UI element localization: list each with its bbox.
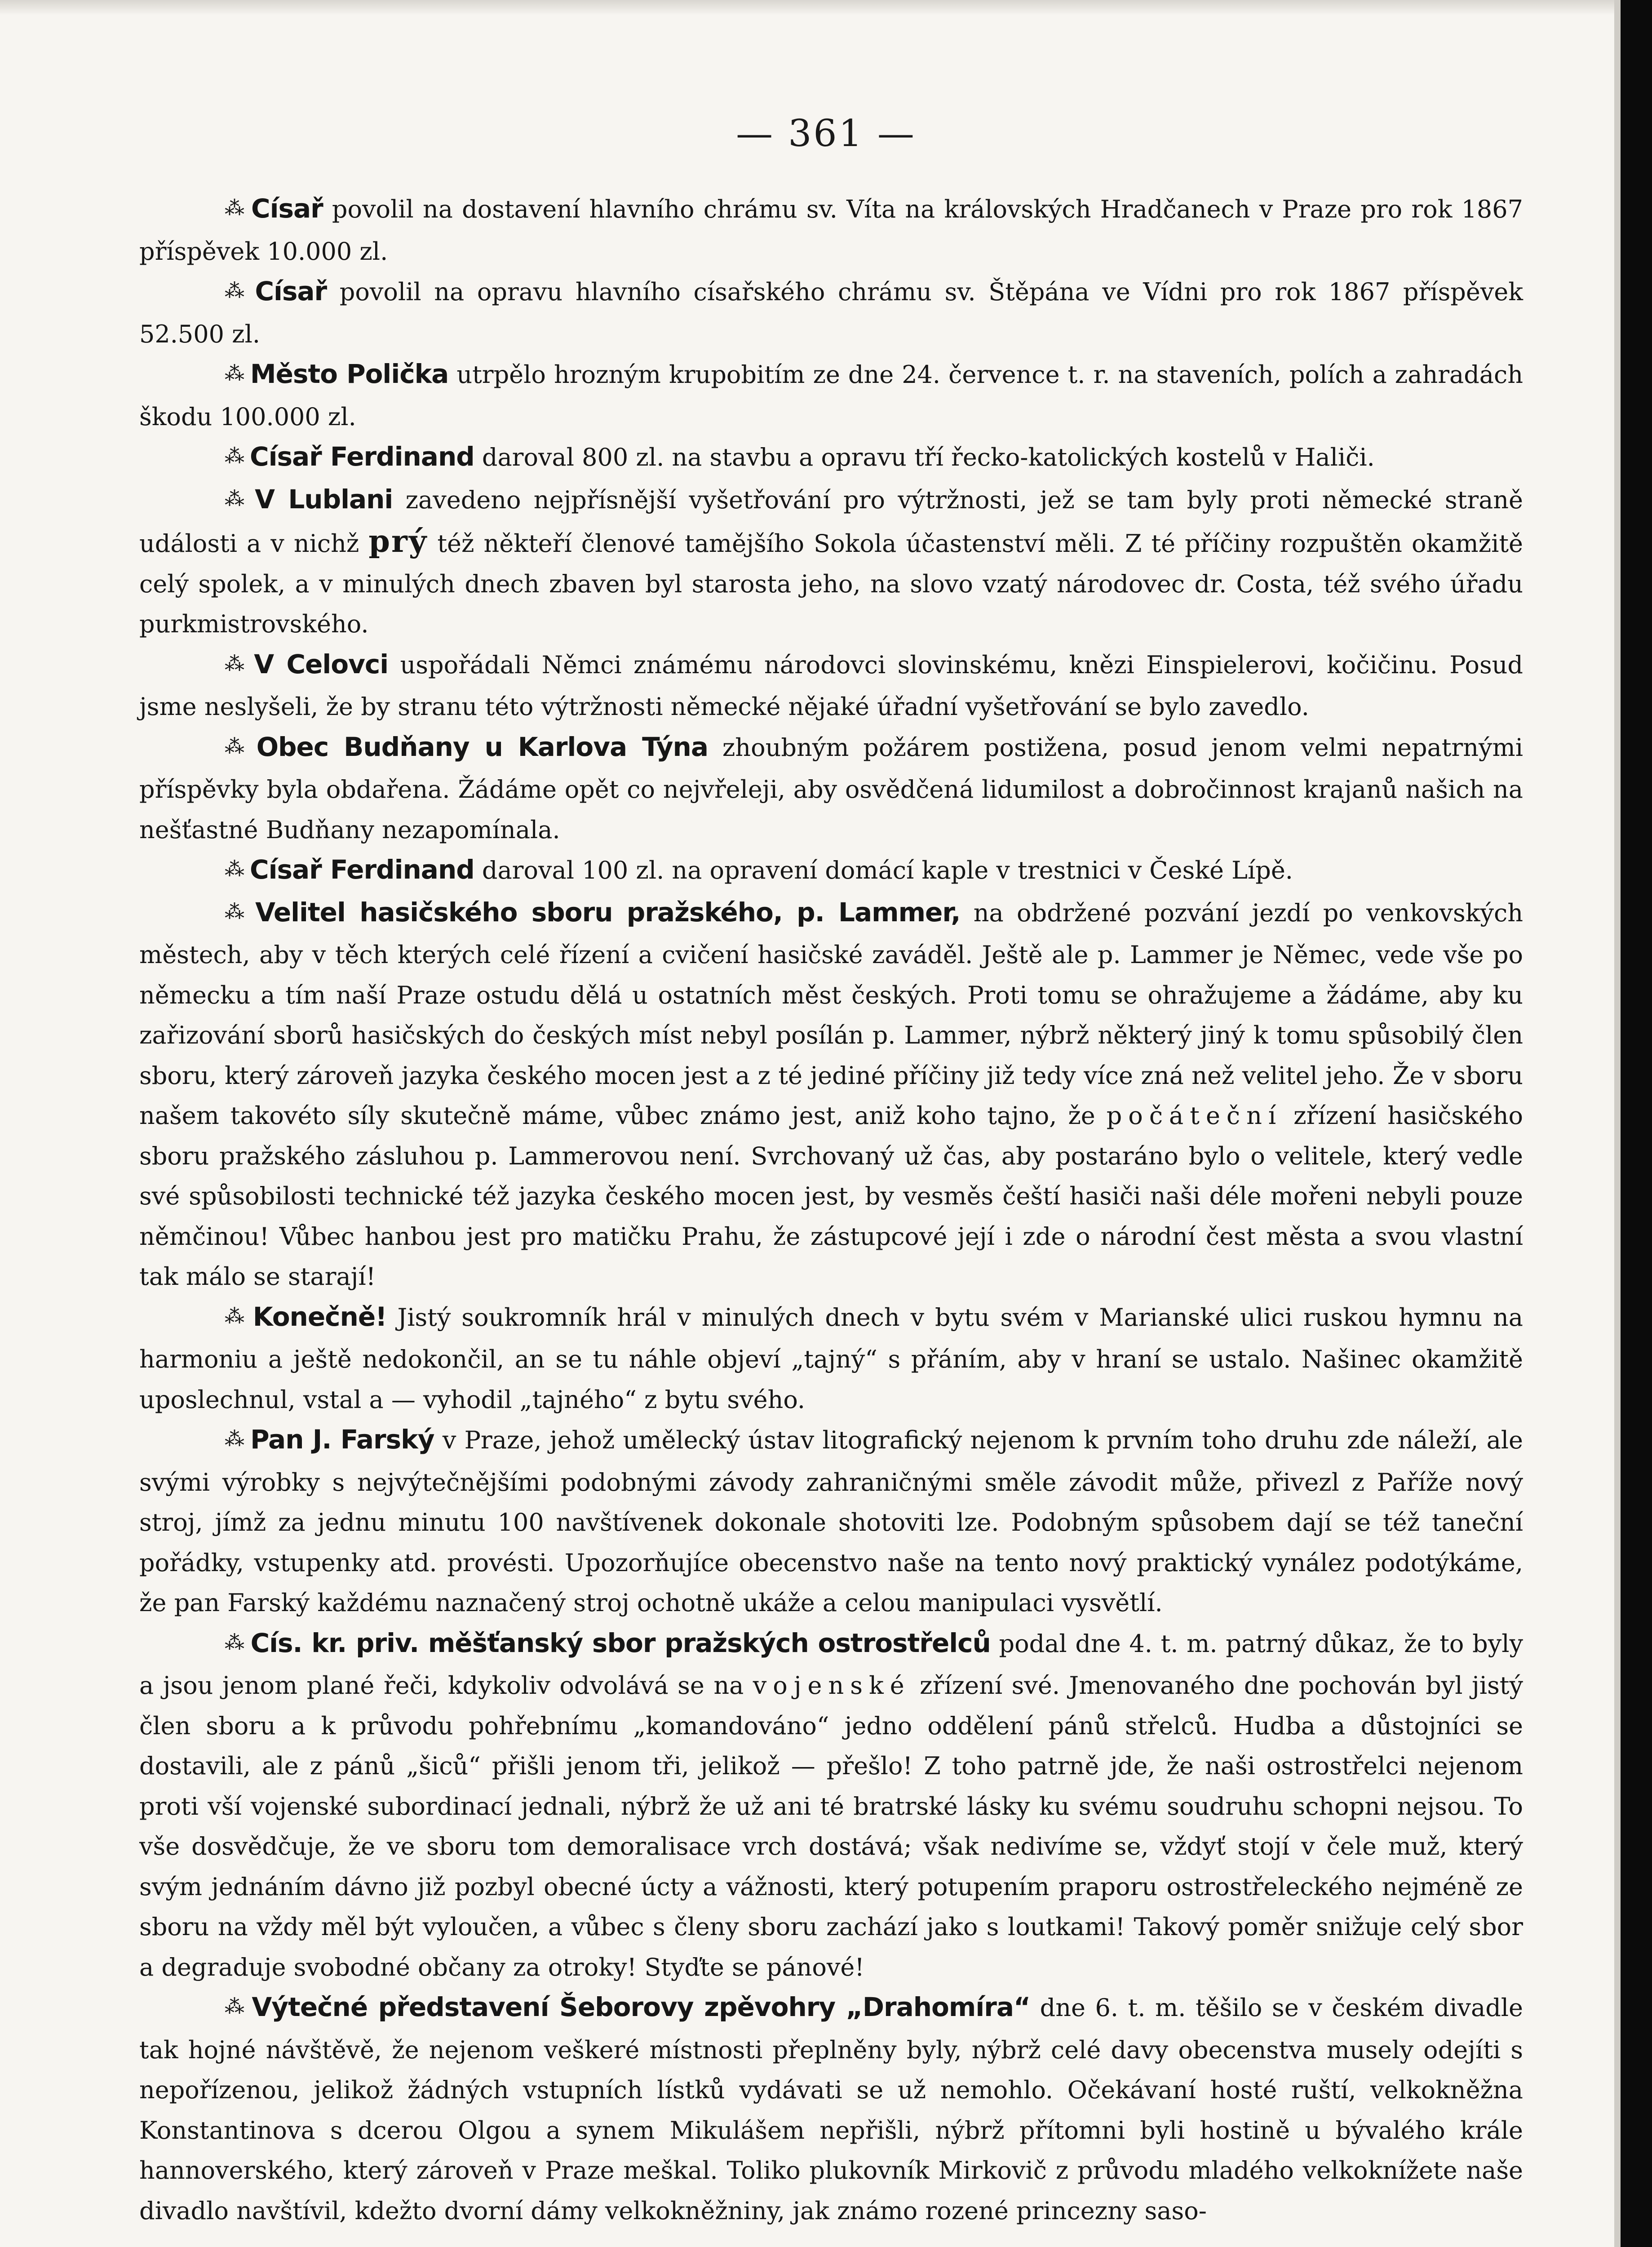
page-number: — 361 — xyxy=(736,112,916,155)
news-item xyxy=(139,480,1523,644)
item-text: utrpělo hrozným krupobitím ze dne 24. července t. r. na staveních, polích a zahradách škodu 100.000 zl. xyxy=(139,360,1524,431)
page-right-border xyxy=(1621,0,1652,2247)
spaced-word: počáteční xyxy=(1106,1101,1283,1130)
item-text: zhoubným požárem postižena, posud jenom velmi nepatrnými příspěvky byla obdařena. Žádáme opět co nejvřeleji, aby osvědčená lidumilost a dobročinnost krajanů našich na nešťastné Budňany nezapomínala. xyxy=(139,733,1523,844)
news-item xyxy=(139,1987,1523,2231)
asterism-icon: ⁂ xyxy=(225,858,245,881)
news-item xyxy=(139,893,1523,1297)
item-headline: Velitel hasičského sboru pražského, p. Lammer, xyxy=(255,897,961,928)
asterism-icon: ⁂ xyxy=(225,445,245,468)
news-item xyxy=(139,727,1523,850)
asterism-icon: ⁂ xyxy=(225,1995,248,2018)
item-text: též někteří členové tamějšího Sokola účastenství měli. Z té příčiny rozpuštěn okamžitě celý spolek, a v minulých dnech zbaven byl starosta jeho, na slovo vzatý národovec dr. Costa, též svého úřadu purkmistrovského. xyxy=(139,529,1524,638)
asterism-icon: ⁂ xyxy=(225,1305,248,1328)
item-text: zřízení své. Jmenovaného dne pochován byl jistý člen sboru a k průvodu pohřebnímu „komandováno“ jedno oddělení pánů střelců. Hudba a důstojníci se dostavili, ale z pánů „šiců“ přišli jenom tři, jelikož — přešlo! Z toho patrně jde, že naši ostrostřelci nejenom proti vší vojenské subordinací jednali, nýbrž že už ani té bratrské lásky ku svému soudruhu schopni nejsou. To vše dosvědčuje, že ve sboru tom demoralisace vrch dostává; však nedivíme se, vždyť stojí v čele muž, který svým jednáním dávno již pozbyl obecné úcty a vážnosti, který potupením praporu ostrostřeleckého nejméně ze sboru na vždy měl být vyloučen, a vůbec s členy sboru zachází jako s loutkami! Takový poměr snižuje celý sbor a degraduje svobodné občany za otroky! Styďte se pánové! xyxy=(139,1671,1523,1981)
item-text: Jistý soukromník hrál v minulých dnech v bytu svém v Marianské ulici ruskou hymnu na harmoniu a ještě nedokončil, an se tu náhle objeví „tajný“ s přáním, aby v hraní se ustalo. Našinec okamžitě uposlechnul, vstal a — vyhodil „tajného“ z bytu svého. xyxy=(139,1303,1524,1414)
news-item xyxy=(139,644,1523,727)
asterism-icon: ⁂ xyxy=(225,280,251,302)
item-text: povolil na dostavení hlavního chrámu sv. Víta na královských Hradčanech v Praze pro rok 1867 příspěvek 10.000 zl. xyxy=(139,195,1524,266)
news-item xyxy=(139,437,1523,480)
item-headline: Cís. kr. priv. měšťanský sbor pražských ostrostřelců xyxy=(250,1627,991,1658)
asterism-icon: ⁂ xyxy=(225,652,250,675)
item-headline: Císař xyxy=(255,276,327,306)
item-headline: Město Polička xyxy=(250,359,449,389)
item-text: zřízení hasičského sboru pražského zásluhou p. Lammerovou není. Svrchovaný už čas, aby postaráno bylo o velitele, který vedle své spůsobilosti technické též jazyka českého mocen jest, by vesměs čeští hasiči naši déle mořeni nebyli pouze němčinou! Vůbec hanbou jest pro matičku Prahu, že zástupcové její i zde o národní čest města a svou vlastní tak málo se starají! xyxy=(139,1101,1523,1291)
news-item xyxy=(139,354,1523,437)
item-text: daroval 100 zl. na opravení domácí kaple v trestnici v České Lípě. xyxy=(474,856,1293,884)
news-item xyxy=(139,1297,1523,1420)
page-top-edge xyxy=(0,0,1652,15)
asterism-icon: ⁂ xyxy=(225,1428,246,1451)
asterism-icon: ⁂ xyxy=(225,487,251,511)
asterism-icon: ⁂ xyxy=(225,197,247,220)
emphasized-word: prý xyxy=(368,524,428,560)
asterism-icon: ⁂ xyxy=(225,362,246,385)
item-headline: Výtečné představení Šeborovy zpěvohry „Drahomíra“ xyxy=(252,1992,1031,2022)
item-text: uspořádali Němci známému národovci slovinskému, knězi Einspielerovi, kočičinu. Posud jsme neslyšeli, že by stranu této výtržnosti německé nějaké úřadní vyšetřování se bylo zavedlo. xyxy=(139,650,1524,721)
news-item xyxy=(139,850,1523,893)
item-text: podal dne 4. t. m. patrný důkaz, že to byly a jsou jenom plané řeči, kdykoliv odvolává se na xyxy=(139,1629,1524,1700)
article-body xyxy=(139,189,1523,2231)
item-text: dne 6. t. m. těšilo se v českém divadle tak hojné návštěvě, že nejenom veškeré místnosti přeplněny byly, nýbrž celé davy obecenstva musely odejíti s nepořízenou, jelikož žádných vstupních lístků vydávati se už nemohlo. Očekávaní hosté ruští, velkokněžna Konstantinova s dcerou Olgou a synem Mikulášem nepřišli, nýbrž přítomni byli hostině u bývalého krále hannoverského, který zároveň v Praze meškal. Toliko plukovník Mirkovič z průvodu mladého velkoknížete naše divadlo navštívil, kdežto dvorní dámy velkokněžniny, jak známo rozené princezny saso- xyxy=(139,1994,1523,2225)
item-text: povolil na opravu hlavního císařského chrámu sv. Štěpána ve Vídni pro rok 1867 příspěvek 52.500 zl. xyxy=(139,278,1523,348)
item-text: daroval 800 zl. na stavbu a opravu tří řecko-katolických kostelů v Haliči. xyxy=(474,443,1375,471)
news-item xyxy=(139,1623,1523,1988)
item-headline: V Lublani xyxy=(255,484,393,515)
news-item xyxy=(139,189,1523,271)
asterism-icon: ⁂ xyxy=(225,735,252,758)
item-headline: V Celovci xyxy=(254,648,389,679)
news-item xyxy=(139,271,1523,354)
item-headline: Konečně! xyxy=(252,1301,387,1332)
page-right-shadow xyxy=(1614,0,1621,2247)
item-headline: Pan J. Farský xyxy=(250,1424,434,1455)
item-text: v Praze, jehož umělecký ústav litografický nejenom k prvním toho druhu zde náleží, ale svými výrobky s nejvýtečnějšími podobnými závody zahraničnými směle závodit může, přivezl z Paříže nový stroj, jímž za jednu minutu 100 navštívenek dokonale shotoviti lze. Podobným spůsobem dají se též taneční pořádky, vstupenky atd. provésti. Upozorňujíce obecenstvo naše na tento nový praktický vynález podotýkáme, že pan Farský každému naznačený stroj ochotně ukáže a celou manipulaci vysvětlí. xyxy=(139,1426,1524,1617)
item-text: na obdržené pozvání jezdí po venkovských městech, aby v těch kterých celé řízení a cvičení hasičské zaváděl. Ještě ale p. Lammer je Němec, vede vše po německu a tím naší Praze ostudu dělá u ostatních měst českých. Proti tomu se ohražujeme a žádáme, aby ku zařizování sborů hasičských do českých míst nebyl posílán p. Lammer, nýbrž některý jiný k tomu spůsobilý člen sboru, který zároveň jazyka českého mocen jest a z té jediné příčiny již tedy více zná než velitel jeho. Že v sboru našem takovéto síly skutečně máme, vůbec známo jest, aniž koho tajno, že xyxy=(139,898,1524,1130)
news-item xyxy=(139,1420,1523,1623)
item-headline: Císař Ferdinand xyxy=(250,441,474,472)
item-text: zavedeno nejpřísnější vyšetřování pro výtržnosti, jež se tam byly proti německé straně události a v nichž xyxy=(139,485,1524,558)
spaced-word: vojenské xyxy=(753,1671,911,1700)
item-headline: Císař xyxy=(251,193,323,224)
item-headline: Císař Ferdinand xyxy=(250,854,474,885)
asterism-icon: ⁂ xyxy=(225,900,251,924)
item-headline: Obec Budňany u Karlova Týna xyxy=(256,731,708,762)
asterism-icon: ⁂ xyxy=(225,1631,246,1654)
